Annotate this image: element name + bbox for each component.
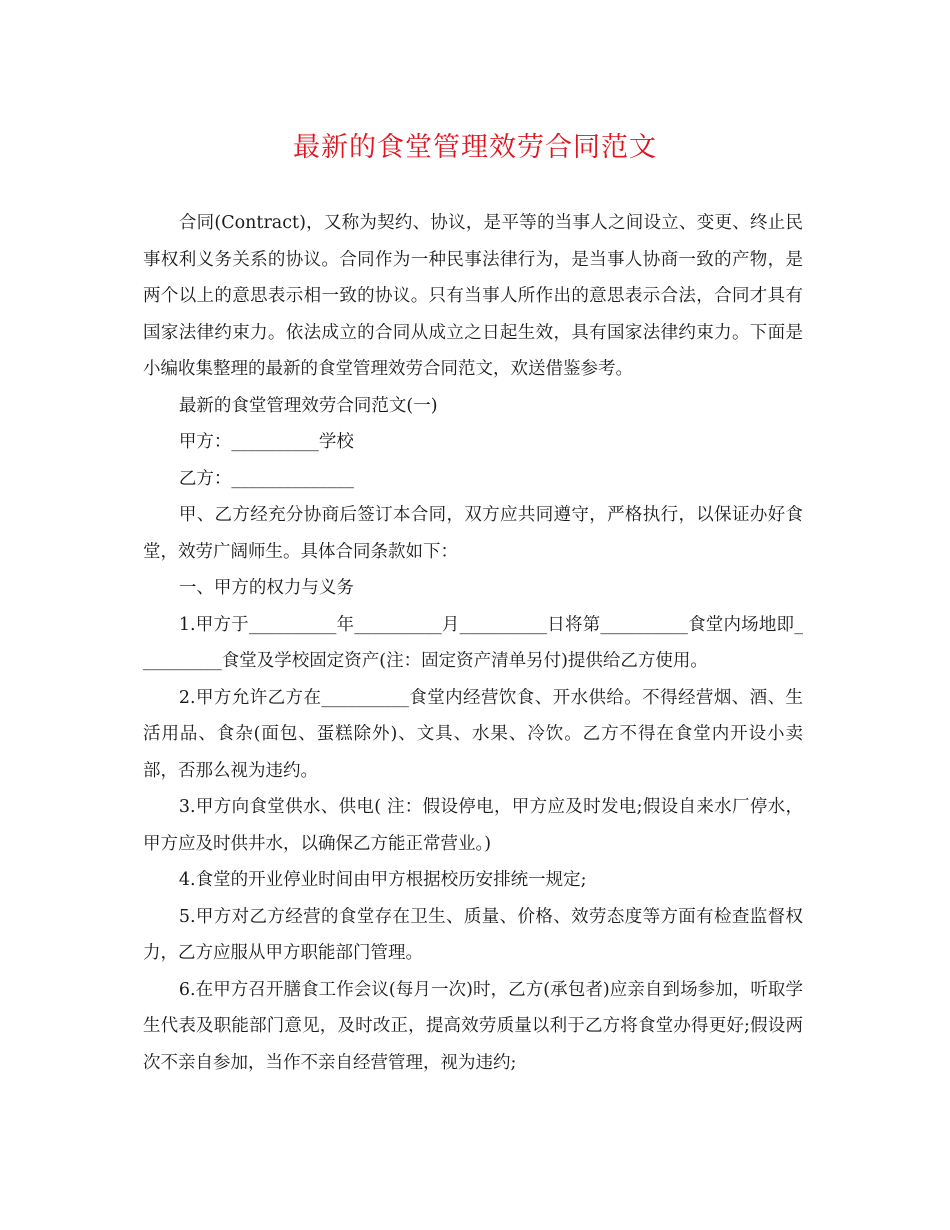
party-a-line: 甲方：__________学校 — [178, 432, 354, 452]
clause-heading: 一、甲方的权力与义务 — [178, 578, 354, 598]
clause-item: 6.在甲方召开膳食工作会议(每月一次)时，乙方(承包者)应亲自到场参加，听取学生代表及职能部门意见，及时改正，提高效劳质量以利于乙方将食堂办得更好;假设两次不亲自参加，当作不亲自经营管理，视为违约; — [143, 979, 803, 1073]
clause-item: 4.食堂的开业停业时间由甲方根据校历安排统一规定; — [178, 870, 587, 890]
clause-item: 3.甲方向食堂供水、供电( 注：假设停电，甲方应及时发电;假设自来水厂停水，甲方应及时供井水，以确保乙方能正常营业。) — [143, 797, 803, 854]
page-title: 最新的食堂管理效劳合同范文 — [293, 132, 657, 163]
document-body — [143, 205, 803, 1081]
intro-paragraph: 合同(Contract)，又称为契约、协议，是平等的当事人之间设立、变更、终止民事权利义务关系的协议。合同作为一种民事法律行为，是当事人协商一致的产物，是两个以上的意思表示相一致的协议。只有当事人所作出的意思表示合法，合同才具有国家法律约束力。依法成立的合同从成立之日起生效，具有国家法律约束力。下面是小编收集整理的最新的食堂管理效劳合同范文，欢送借鉴参考。 — [143, 213, 803, 379]
party-b-line: 乙方：______________ — [178, 468, 354, 489]
agreement-paragraph: 甲、乙方经充分协商后签订本合同，双方应共同遵守，严格执行，以保证办好食堂，效劳广阔师生。具体合同条款如下： — [143, 505, 803, 562]
section-heading: 最新的食堂管理效劳合同范文(一) — [178, 395, 438, 416]
clause-item: 2.甲方允许乙方在__________食堂内经营饮食、开水供给。不得经营烟、酒、生活用品、食杂(面包、蛋糕除外)、文具、水果、冷饮。乙方不得在食堂内开设小卖部，否那么视为违约。 — [143, 687, 803, 781]
clause-item: 5.甲方对乙方经营的食堂存在卫生、质量、价格、效劳态度等方面有检查监督权力，乙方应服从甲方职能部门管理。 — [143, 906, 803, 963]
clause-item: 1.甲方于__________年__________月__________日将第__________食堂内场地即__________食堂及学校固定资产(注：固定资产清单另付)提供给乙方使用。 — [143, 614, 803, 671]
